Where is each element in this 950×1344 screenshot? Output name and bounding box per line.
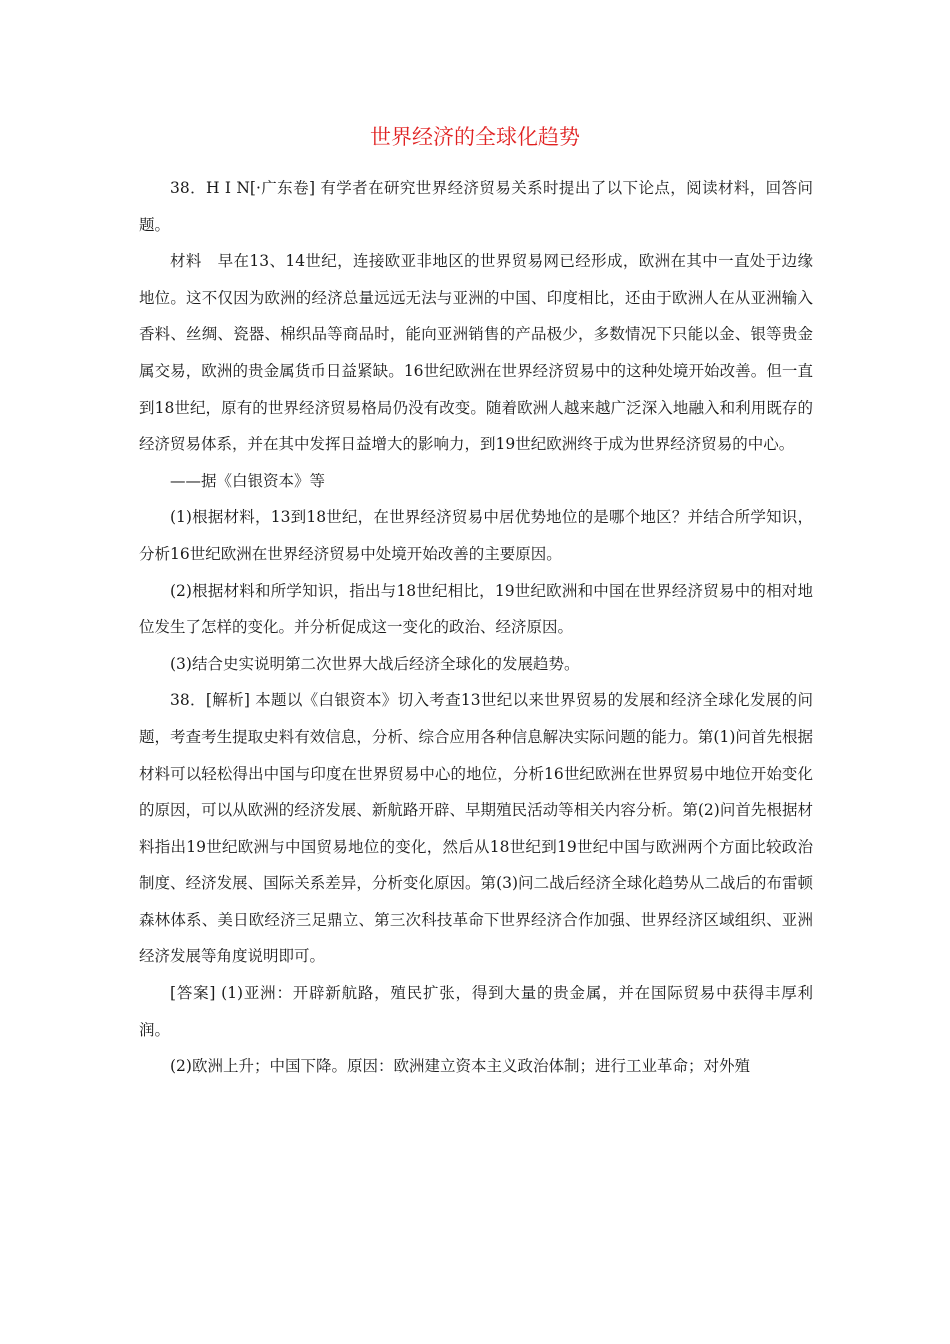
question-1: (1)根据材料，13到18世纪，在世界经济贸易中居优势地位的是哪个地区？并结合所学知识，分析16世纪欧洲在世界经济贸易中处境开始改善的主要原因。 xyxy=(139,508,813,563)
material-paragraph: 材料 早在13、14世纪，连接欧亚非地区的世界贸易网已经形成，欧洲在其中一直处于边缘地位。这不仅因为欧洲的经济总量远远无法与亚洲的中国、印度相比，还由于欧洲人在从亚洲输入香料、丝绸、瓷器、棉织品等商品时，能向亚洲销售的产品极少，多数情况下只能以金、银等贵金属交易，欧洲的贵金属货币日益紧缺。16世纪欧洲在世界经济贸易中的这种处境开始改善。但一直到18世纪，原有的世界经济贸易格局仍没有改变。随着欧洲人越来越广泛深入地融入和利用既存的经济贸易体系，并在其中发挥日益增大的影响力，到19世纪欧洲终于成为世界经济贸易的中心。 xyxy=(139,252,813,454)
answer-1: [答案] (1)亚洲：开辟新航路，殖民扩张，得到大量的贵金属，并在国际贸易中获得丰厚利润。 xyxy=(139,984,813,1039)
analysis-paragraph: 38．[解析] 本题以《白银资本》切入考查13世纪以来世界贸易的发展和经济全球化发展的问题，考查考生提取史料有效信息，分析、综合应用各种信息解决实际问题的能力。第(1)问首先根据材料可以轻松得出中国与印度在世界贸易中心的地位，分析16世纪欧洲在世界贸易中地位开始变化的原因，可以从欧洲的经济发展、新航路开辟、早期殖民活动等相关内容分析。第(2)问首先根据材料指出19世纪欧洲与中国贸易地位的变化，然后从18世纪到19世纪中国与欧洲两个方面比较政治制度、经济发展、国际关系差异，分析变化原因。第(3)问二战后经济全球化趋势从二战后的布雷顿森林体系、美日欧经济三足鼎立、第三次科技革命下世界经济合作加强、世界经济区域组织、亚洲经济发展等角度说明即可。 xyxy=(139,691,813,966)
material-source: ——据《白银资本》等 xyxy=(170,471,326,490)
document-body xyxy=(139,170,813,1085)
question-intro: 38．H I N[·广东卷] 有学者在研究世界经济贸易关系时提出了以下论点，阅读材料，回答问题。 xyxy=(139,179,813,234)
answer-2: (2)欧洲上升；中国下降。原因：欧洲建立资本主义政治体制；进行工业革命；对外殖 xyxy=(170,1057,750,1076)
document-title: 世界经济的全球化趋势 xyxy=(370,125,580,149)
question-2: (2)根据材料和所学知识，指出与18世纪相比，19世纪欧洲和中国在世界经济贸易中的相对地位发生了怎样的变化。并分析促成这一变化的政治、经济原因。 xyxy=(139,581,813,637)
question-3: (3)结合史实说明第二次世界大战后经济全球化的发展趋势。 xyxy=(170,654,580,673)
